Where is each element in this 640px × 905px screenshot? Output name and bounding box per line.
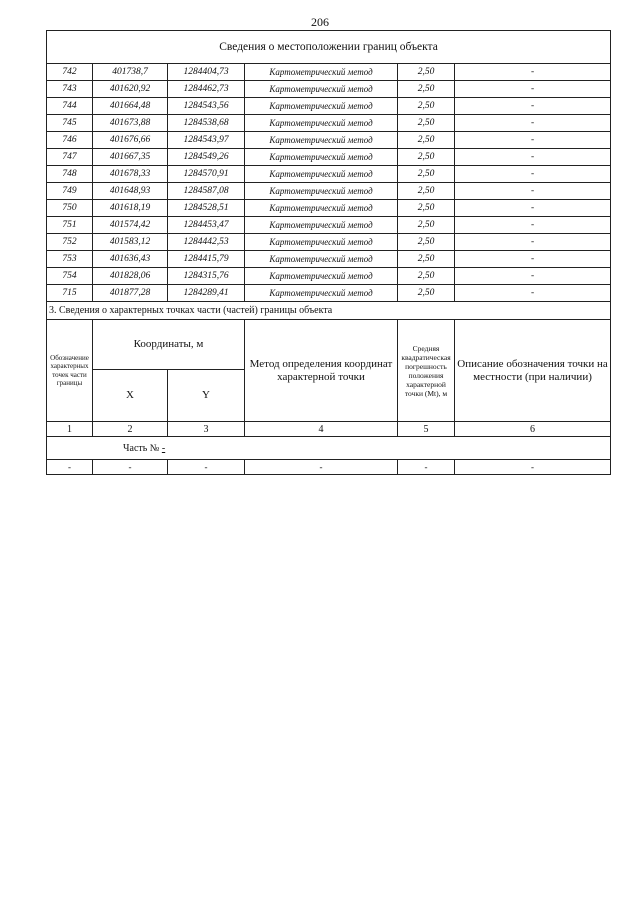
page-number: 206 [311, 15, 329, 29]
error-cell: 2,50 [398, 183, 455, 200]
column-numbers-row [47, 422, 611, 437]
x-coordinate-cell: 401664,48 [93, 98, 168, 115]
method-cell: Картометрический метод [245, 285, 398, 302]
description-cell: - [455, 217, 611, 234]
method-cell: Картометрический метод [245, 98, 398, 115]
empty-data-row [47, 460, 611, 475]
x-coordinate-cell: 401828,06 [93, 268, 168, 285]
error-cell: 2,50 [398, 64, 455, 81]
table-row [47, 81, 611, 98]
x-coordinate-cell: 401667,35 [93, 149, 168, 166]
method-cell: Картометрический метод [245, 115, 398, 132]
y-coordinate-cell: 1284462,73 [168, 81, 245, 98]
table-row [47, 132, 611, 149]
description-cell: - [455, 81, 611, 98]
table-row [47, 64, 611, 81]
error-cell: 2,50 [398, 98, 455, 115]
y-coordinate-cell: 1284442,53 [168, 234, 245, 251]
x-coordinate-cell: 401620,92 [93, 81, 168, 98]
x-coordinate-cell: 401618,19 [93, 200, 168, 217]
error-cell: 2,50 [398, 285, 455, 302]
description-cell: - [455, 183, 611, 200]
point-number-cell: 742 [47, 64, 93, 81]
section3-title-row [47, 302, 611, 320]
table-row [47, 234, 611, 251]
y-coordinate-cell: 1284415,79 [168, 251, 245, 268]
x-coordinate-cell: 401678,33 [93, 166, 168, 183]
table-row [47, 251, 611, 268]
error-cell: 2,50 [398, 268, 455, 285]
point-number-cell: 752 [47, 234, 93, 251]
table-row [47, 166, 611, 183]
description-cell: - [455, 234, 611, 251]
table-row [47, 98, 611, 115]
x-coordinate-cell: 401738,7 [93, 64, 168, 81]
header-error: Средняя квадратическая погрешность положения характерной точки (Мt), м [398, 320, 455, 422]
x-coordinate-cell: 401574,42 [93, 217, 168, 234]
cell: - [47, 460, 93, 475]
column-number: 3 [168, 422, 245, 437]
point-number-cell: 746 [47, 132, 93, 149]
cell: - [245, 460, 398, 475]
y-coordinate-cell: 1284528,51 [168, 200, 245, 217]
x-coordinate-cell: 401673,88 [93, 115, 168, 132]
table-row [47, 115, 611, 132]
cell: - [398, 460, 455, 475]
description-cell: - [455, 268, 611, 285]
x-coordinate-cell: 401636,43 [93, 251, 168, 268]
point-number-cell: 753 [47, 251, 93, 268]
boundary-table [46, 30, 611, 475]
point-number-cell: 750 [47, 200, 93, 217]
point-number-cell: 747 [47, 149, 93, 166]
header-x: X [93, 370, 168, 422]
column-number: 1 [47, 422, 93, 437]
x-coordinate-cell: 401676,66 [93, 132, 168, 149]
x-coordinate-cell: 401583,12 [93, 234, 168, 251]
method-cell: Картометрический метод [245, 200, 398, 217]
y-coordinate-cell: 1284570,91 [168, 166, 245, 183]
method-cell: Картометрический метод [245, 268, 398, 285]
point-number-cell: 744 [47, 98, 93, 115]
method-cell: Картометрический метод [245, 234, 398, 251]
y-coordinate-cell: 1284404,73 [168, 64, 245, 81]
y-coordinate-cell: 1284315,76 [168, 268, 245, 285]
table-row [47, 285, 611, 302]
method-cell: Картометрический метод [245, 217, 398, 234]
part-label: Часть № [123, 442, 160, 454]
y-coordinate-cell: 1284453,47 [168, 217, 245, 234]
table-row [47, 149, 611, 166]
column-number: 5 [398, 422, 455, 437]
method-cell: Картометрический метод [245, 64, 398, 81]
point-number-cell: 743 [47, 81, 93, 98]
cell: - [455, 460, 611, 475]
description-cell: - [455, 200, 611, 217]
y-coordinate-cell: 1284543,56 [168, 98, 245, 115]
header-coordinates: Координаты, м [93, 320, 245, 370]
header-description: Описание обозначения точки на местности (при наличии) [455, 320, 611, 422]
part-value: - [161, 442, 166, 454]
table-title: Сведения о местоположении границ объекта [47, 31, 611, 64]
error-cell: 2,50 [398, 132, 455, 149]
y-coordinate-cell: 1284538,68 [168, 115, 245, 132]
description-cell: - [455, 149, 611, 166]
cell: - [168, 460, 245, 475]
x-coordinate-cell: 401877,28 [93, 285, 168, 302]
description-cell: - [455, 285, 611, 302]
description-cell: - [455, 251, 611, 268]
point-number-cell: 749 [47, 183, 93, 200]
table-row [47, 183, 611, 200]
point-number-cell: 754 [47, 268, 93, 285]
column-number: 4 [245, 422, 398, 437]
x-coordinate-cell: 401648,93 [93, 183, 168, 200]
point-number-cell: 748 [47, 166, 93, 183]
section3-title: 3. Сведения о характерных точках части (частей) границы объекта [47, 302, 611, 320]
y-coordinate-cell: 1284549,26 [168, 149, 245, 166]
table-row [47, 217, 611, 234]
table-row [47, 268, 611, 285]
cell: - [93, 460, 168, 475]
error-cell: 2,50 [398, 217, 455, 234]
method-cell: Картометрический метод [245, 166, 398, 183]
table-row [47, 200, 611, 217]
description-cell: - [455, 64, 611, 81]
column-number: 2 [93, 422, 168, 437]
header-point-designation: Обозначение характерных точек части границы [47, 320, 93, 422]
y-coordinate-cell: 1284289,41 [168, 285, 245, 302]
error-cell: 2,50 [398, 251, 455, 268]
method-cell: Картометрический метод [245, 251, 398, 268]
y-coordinate-cell: 1284543,97 [168, 132, 245, 149]
description-cell: - [455, 98, 611, 115]
description-cell: - [455, 115, 611, 132]
method-cell: Картометрический метод [245, 183, 398, 200]
error-cell: 2,50 [398, 166, 455, 183]
header-method: Метод определения координат характерной точки [245, 320, 398, 422]
description-cell: - [455, 132, 611, 149]
error-cell: 2,50 [398, 234, 455, 251]
point-number-cell: 715 [47, 285, 93, 302]
column-number: 6 [455, 422, 611, 437]
error-cell: 2,50 [398, 149, 455, 166]
table-title-row [47, 31, 611, 64]
method-cell: Картометрический метод [245, 81, 398, 98]
error-cell: 2,50 [398, 81, 455, 98]
header-y: Y [168, 370, 245, 422]
description-cell: - [455, 166, 611, 183]
y-coordinate-cell: 1284587,08 [168, 183, 245, 200]
point-number-cell: 745 [47, 115, 93, 132]
error-cell: 2,50 [398, 200, 455, 217]
error-cell: 2,50 [398, 115, 455, 132]
part-row [47, 437, 611, 460]
method-cell: Картометрический метод [245, 132, 398, 149]
header-row-top [47, 320, 611, 370]
method-cell: Картометрический метод [245, 149, 398, 166]
point-number-cell: 751 [47, 217, 93, 234]
